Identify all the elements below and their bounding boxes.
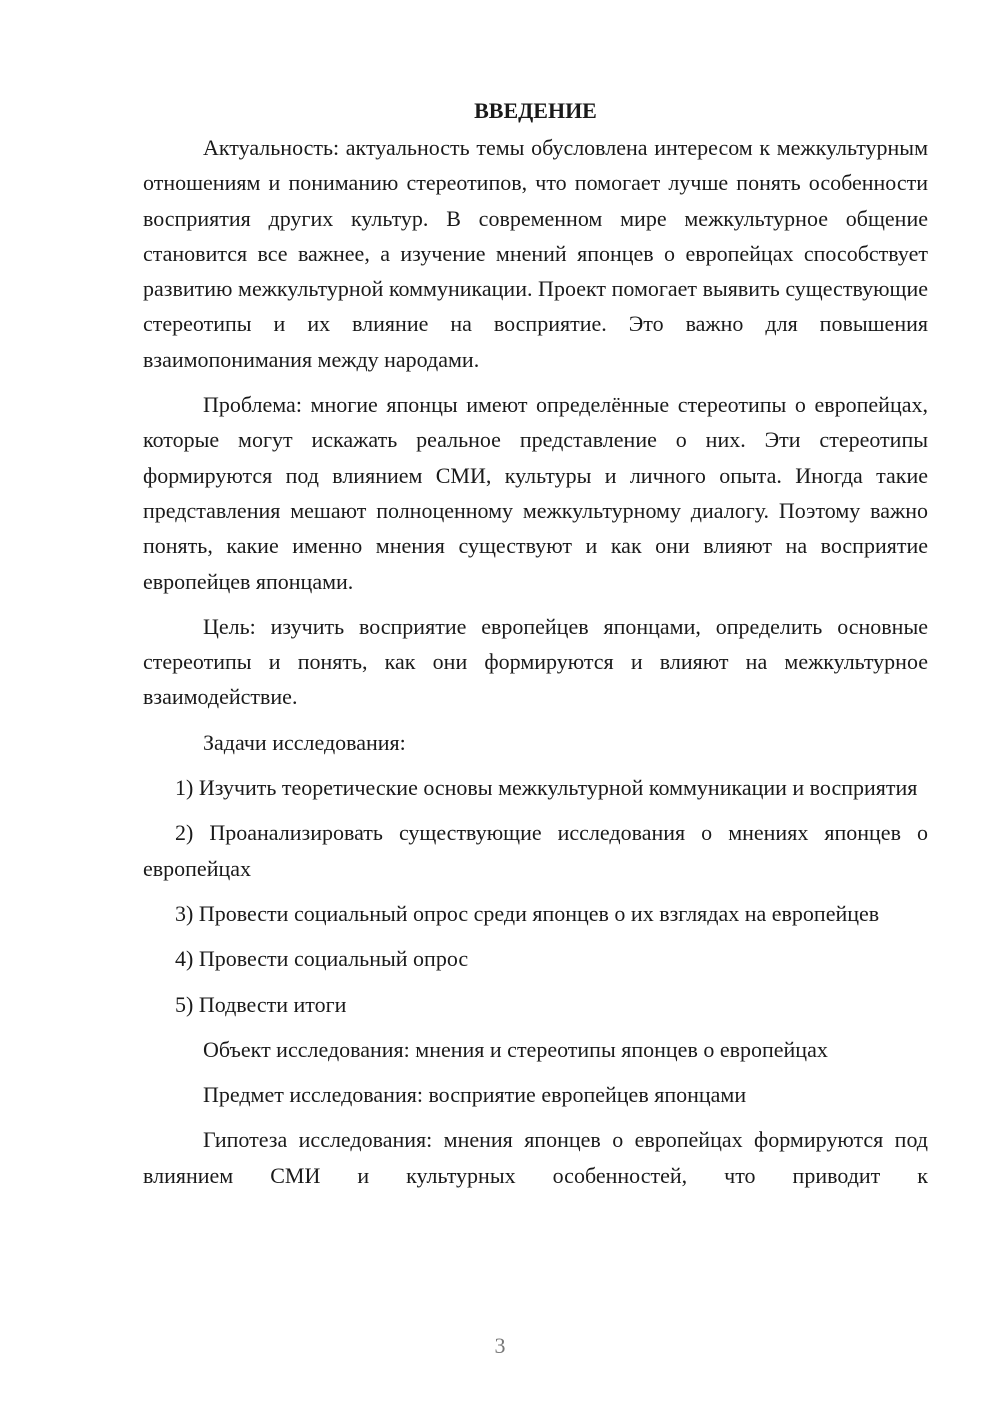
task-item-3: 3) Провести социальный опрос среди японцев о их взглядах на европейцев xyxy=(175,900,880,926)
page-number: 3 xyxy=(494,1333,506,1358)
goal-paragraph: Цель: изучить восприятие европейцев японцами, определить основные стереотипы и понять, как они формируются и влияют на межкультурное взаимодействие. xyxy=(143,613,928,710)
task-item-4: 4) Провести социальный опрос xyxy=(175,946,469,972)
research-subject: Предмет исследования: восприятие европейцев японцами xyxy=(203,1082,747,1108)
problem-paragraph: Проблема: многие японцы имеют определённые стереотипы о европейцах, которые могут искажать реальное представление о них. Эти стереотипы формируются под влиянием СМИ, культуры и личного опыта. Иногда такие представления мешают полноценному межкультурному диалогу. Поэтому важно понять, какие именно мнения существуют и как они влияют на восприятие европейцев японцами. xyxy=(143,392,928,594)
relevance-paragraph: Актуальность: актуальность темы обусловлена интересом к межкультурным отношениям и пониманию стереотипов, что помогает лучше понять особенности восприятия других культур. В современном мире межкультурное общение становится все важнее, а изучение мнений японцев о европейцах способствует развитию межкультурной коммуникации. Проект помогает выявить существующие стереотипы и их влияние на восприятие. Это важно для повышения взаимопонимания между народами. xyxy=(143,135,928,372)
section-title: ВВЕДЕНИЕ xyxy=(474,98,597,123)
document-body xyxy=(143,92,928,1193)
research-object: Объект исследования: мнения и стереотипы японцев о европейцах xyxy=(203,1036,828,1062)
task-item-1: 1) Изучить теоретические основы межкультурной коммуникации и восприятия xyxy=(175,775,918,801)
tasks-heading: Задачи исследования: xyxy=(203,729,406,755)
task-item-5: 5) Подвести итоги xyxy=(175,991,347,1017)
research-hypothesis: Гипотеза исследования: мнения японцев о европейцах формируются под влиянием СМИ и культурных особенностей, что приводит к xyxy=(143,1127,928,1188)
task-item-2: 2) Проанализировать существующие исследования о мнениях японцев о европейцах xyxy=(143,820,928,881)
